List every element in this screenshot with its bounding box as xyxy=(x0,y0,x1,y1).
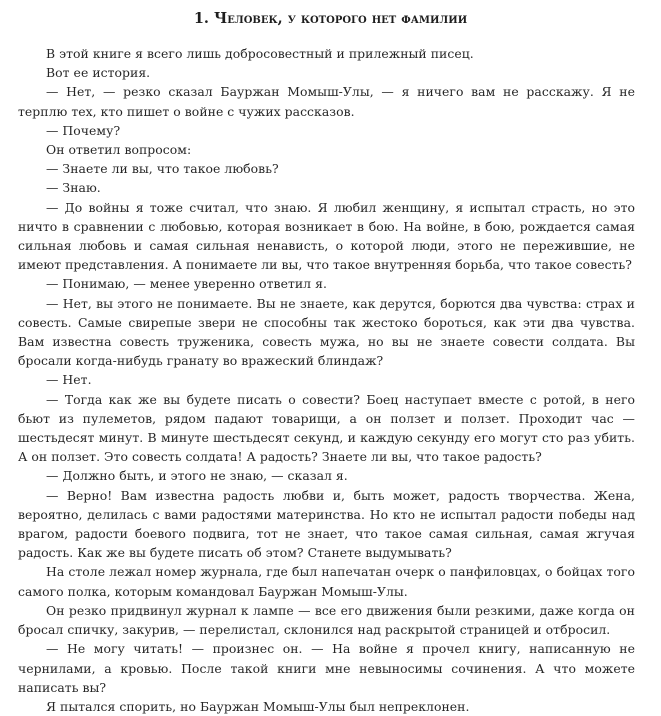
paragraph: В этой книге я всего лишь добросовестный и прилежный писец. xyxy=(46,46,474,61)
paragraph: — Нет, — резко сказал Бауржан Момыш-Улы, — я ничего вам не расскажу. Я не терплю тех, кто пишет о войне с чужих рассказов. xyxy=(18,84,635,119)
paragraph: — Нет. xyxy=(46,372,92,388)
paragraph: — Должно быть, и этого не знаю, — сказал я. xyxy=(46,468,348,484)
paragraph: — Знаете ли вы, что такое любовь? xyxy=(46,161,279,177)
chapter-number: 1. xyxy=(193,10,209,27)
paragraph: Вот ее история. xyxy=(46,65,151,81)
paragraph: — Тогда как же вы будете писать о совести? Боец наступает вместе с ротой, в него бьют из пулеметов, рядом падают товарищи, а он ползет и ползет. Проходит час — шестьдесят минут. В минуте шестьдесят секунд, и каждую секунду его могут сто раз убить. А он ползет. Это совесть солдата! А радость? Знаете ли вы, что такое радость? xyxy=(18,391,635,465)
paragraph: — Нет, вы этого не понимаете. Вы не знаете, как дерутся, борются два чувства: страх и совесть. Самые свирепые звери не способны так жестоко бороться, как эти два чувства. Вам известна совесть труженика, совесть мужа, но вы не знаете совести солдата. Вы бросали когда-нибудь гранату во вражеский блиндаж? xyxy=(18,295,635,369)
chapter-title-text: Человек, у которого нет фамилии xyxy=(214,10,468,27)
paragraph: Он резко придвинул журнал к лампе — все его движения были резкими, даже когда он бросал спичку, закурив, — перелистал, склонился над раскрытой страницей и отбросил. xyxy=(18,602,635,638)
chapter-title xyxy=(0,0,661,36)
paragraph: — Понимаю, — менее уверенно ответил я. xyxy=(46,276,327,292)
paragraph: — Верно! Вам известна радость любви и, быть может, радость творчества. Жена, вероятно, делилась с вами радостями материнства. Но кто не испытал радости победы над врагом, радости боевого подвига, тот не знает, что такое самая сильная, самая жгучая радость. Как же вы будете писать об этом? Станете выдумывать? xyxy=(18,487,635,561)
paragraph: — Почему? xyxy=(46,122,121,138)
paragraph: — Знаю. xyxy=(46,180,101,196)
paragraph: Я пытался спорить, но Бауржан Момыш-Улы был непреклонен. xyxy=(46,698,470,714)
paragraph: На столе лежал номер журнала, где был напечатан очерк о панфиловцах, о бойцах того самого полка, которым командовал Бауржан Момыш-Улы. xyxy=(18,564,635,599)
paragraph: Он ответил вопросом: xyxy=(46,142,192,158)
paragraph: — До войны я тоже считал, что знаю. Я любил женщину, я испытал страсть, но это ничто в сравнении с любовью, которая возникает в бою. На войне, в бою, рождается самая сильная любовь и самая сильная ненависть, о которой люди, этого не пережившие, не имеют представления. А понимаете ли вы, что такое внутренняя борьба, что такое совесть? xyxy=(18,199,635,273)
paragraph: — Не могу читать! — произнес он. — На войне я прочел книгу, написанную не чернилами, а кровью. После такой книги мне невыносимы сочинения. А что можете написать вы? xyxy=(18,641,635,695)
chapter-body xyxy=(0,44,661,716)
